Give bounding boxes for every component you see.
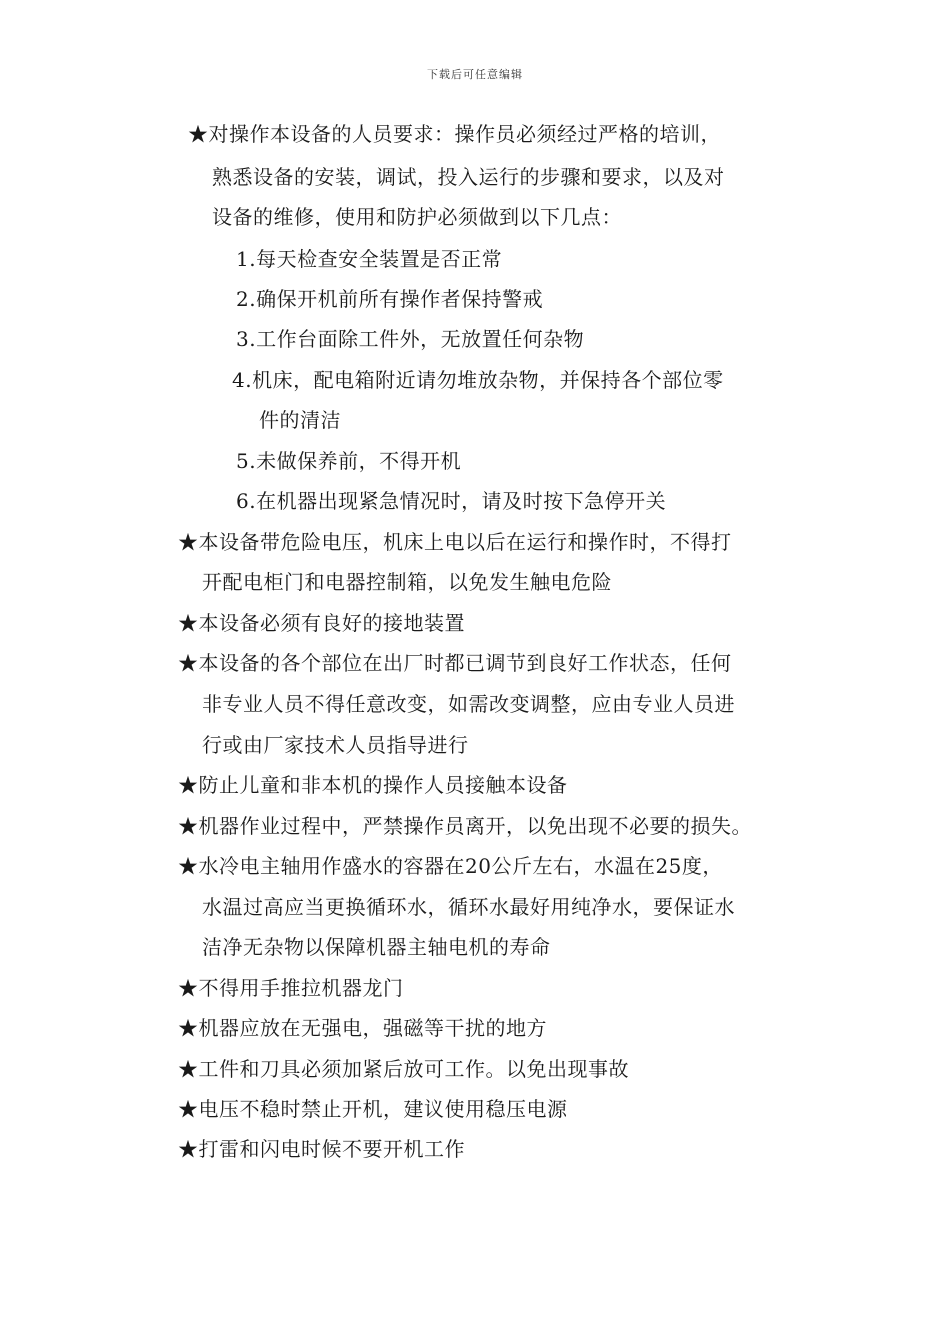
starred-item: ★打雷和闪电时候不要开机工作: [178, 1137, 465, 1161]
list-item-continuation: 件的清洁: [259, 408, 341, 432]
list-item: 4.机床，配电箱附近请勿堆放杂物，并保持各个部位零: [232, 368, 724, 392]
list-item: 3.工作台面除工件外，无放置任何杂物: [236, 327, 585, 351]
list-item: 6.在机器出现紧急情况时，请及时按下急停开关: [236, 489, 667, 513]
text-line: 设备的维修，使用和防护必须做到以下几点：: [212, 205, 622, 229]
starred-item: ★水冷电主轴用作盛水的容器在20公斤左右，水温在25度，: [178, 854, 723, 878]
starred-item-continuation: 洁净无杂物以保障机器主轴电机的寿命: [202, 935, 551, 959]
starred-item: ★防止儿童和非本机的操作人员接触本设备: [178, 773, 568, 797]
starred-item: ★工件和刀具必须加紧后放可工作。以免出现事故: [178, 1057, 629, 1081]
starred-item-continuation: 非专业人员不得任意改变，如需改变调整，应由专业人员进: [202, 692, 735, 716]
starred-item: ★本设备带危险电压，机床上电以后在运行和操作时，不得打: [178, 530, 732, 554]
text-line: 熟悉设备的安装，调试，投入运行的步骤和要求，以及对: [212, 165, 725, 189]
page-header: 下载后可任意编辑: [427, 68, 523, 81]
list-item: 1.每天检查安全装置是否正常: [236, 247, 503, 271]
starred-item: ★本设备的各个部位在出厂时都已调节到良好工作状态，任何: [178, 651, 732, 675]
starred-item: ★机器应放在无强电，强磁等干扰的地方: [178, 1016, 547, 1040]
list-item: 5.未做保养前，不得开机: [236, 449, 462, 473]
text-line: ★对操作本设备的人员要求：操作员必须经过严格的培训，: [188, 122, 721, 146]
starred-item: ★本设备必须有良好的接地装置: [178, 611, 465, 635]
starred-item-continuation: 开配电柜门和电器控制箱，以免发生触电危险: [202, 570, 612, 594]
starred-item: ★不得用手推拉机器龙门: [178, 976, 404, 1000]
starred-item-continuation: 行或由厂家技术人员指导进行: [202, 733, 469, 757]
starred-item: ★机器作业过程中，严禁操作员离开，以免出现不必要的损失。: [178, 814, 752, 838]
starred-item: ★电压不稳时禁止开机，建议使用稳压电源: [178, 1097, 568, 1121]
starred-item-continuation: 水温过高应当更换循环水，循环水最好用纯净水，要保证水: [202, 895, 735, 919]
list-item: 2.确保开机前所有操作者保持警戒: [236, 287, 544, 311]
